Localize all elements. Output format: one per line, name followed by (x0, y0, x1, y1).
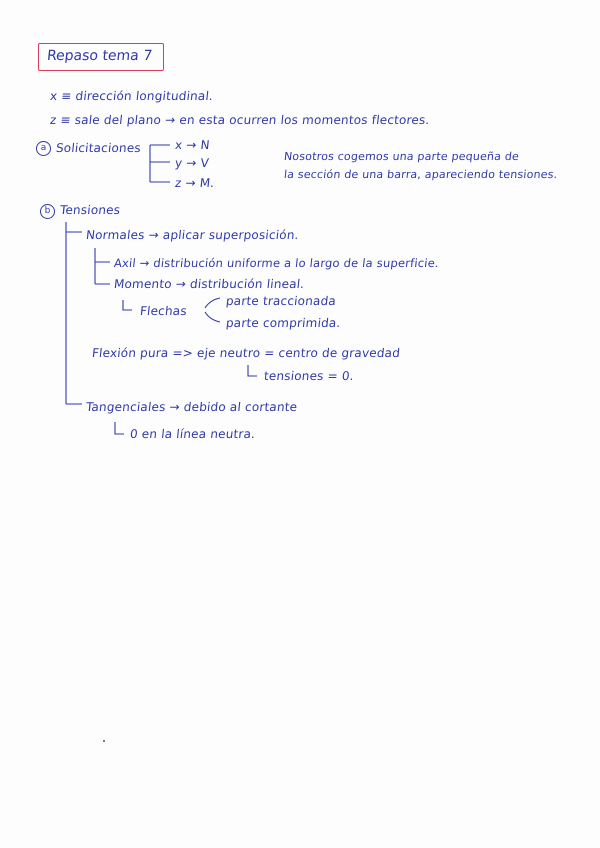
parte-comprimida: parte comprimida. (225, 316, 342, 330)
note-line-2: la sección de una barra, apareciendo tensiones. (283, 168, 559, 181)
x-definition: x ≡ dirección longitudinal. (49, 89, 214, 103)
parte-traccionada: parte traccionada (225, 294, 337, 308)
normales-line: Normales → aplicar superposición. (85, 228, 300, 242)
z-definition: z ≡ sale del plano → en esta ocurren los momentos flectores. (49, 113, 431, 127)
flexion-pura-line: Flexión pura => eje neutro = centro de gravedad (91, 346, 401, 360)
solicitacion-z: z → M. (174, 176, 216, 190)
solicitacion-y: y → V (174, 156, 210, 170)
section-a-marker: a (36, 141, 51, 156)
tensiones-label: Tensiones (59, 203, 121, 217)
momento-line: Momento → distribución lineal. (113, 277, 306, 291)
section-b-marker: b (40, 204, 55, 219)
solicitacion-x: x → N (174, 138, 211, 152)
linea-neutra-line: 0 en la línea neutra. (129, 427, 256, 441)
note-line-1: Nosotros cogemos una parte pequeña de (283, 150, 520, 163)
solicitaciones-label: Solicitaciones (55, 141, 142, 155)
page-title: Repaso tema 7 (46, 48, 154, 64)
tangenciales-line: Tangenciales → debido al cortante (85, 400, 299, 414)
tensiones-cero-line: tensiones = 0. (263, 369, 355, 383)
paper-speck (103, 740, 105, 742)
flechas-label: Flechas (139, 304, 188, 318)
axil-line: Axil → distribución uniforme a lo largo de la superficie. (113, 256, 440, 270)
